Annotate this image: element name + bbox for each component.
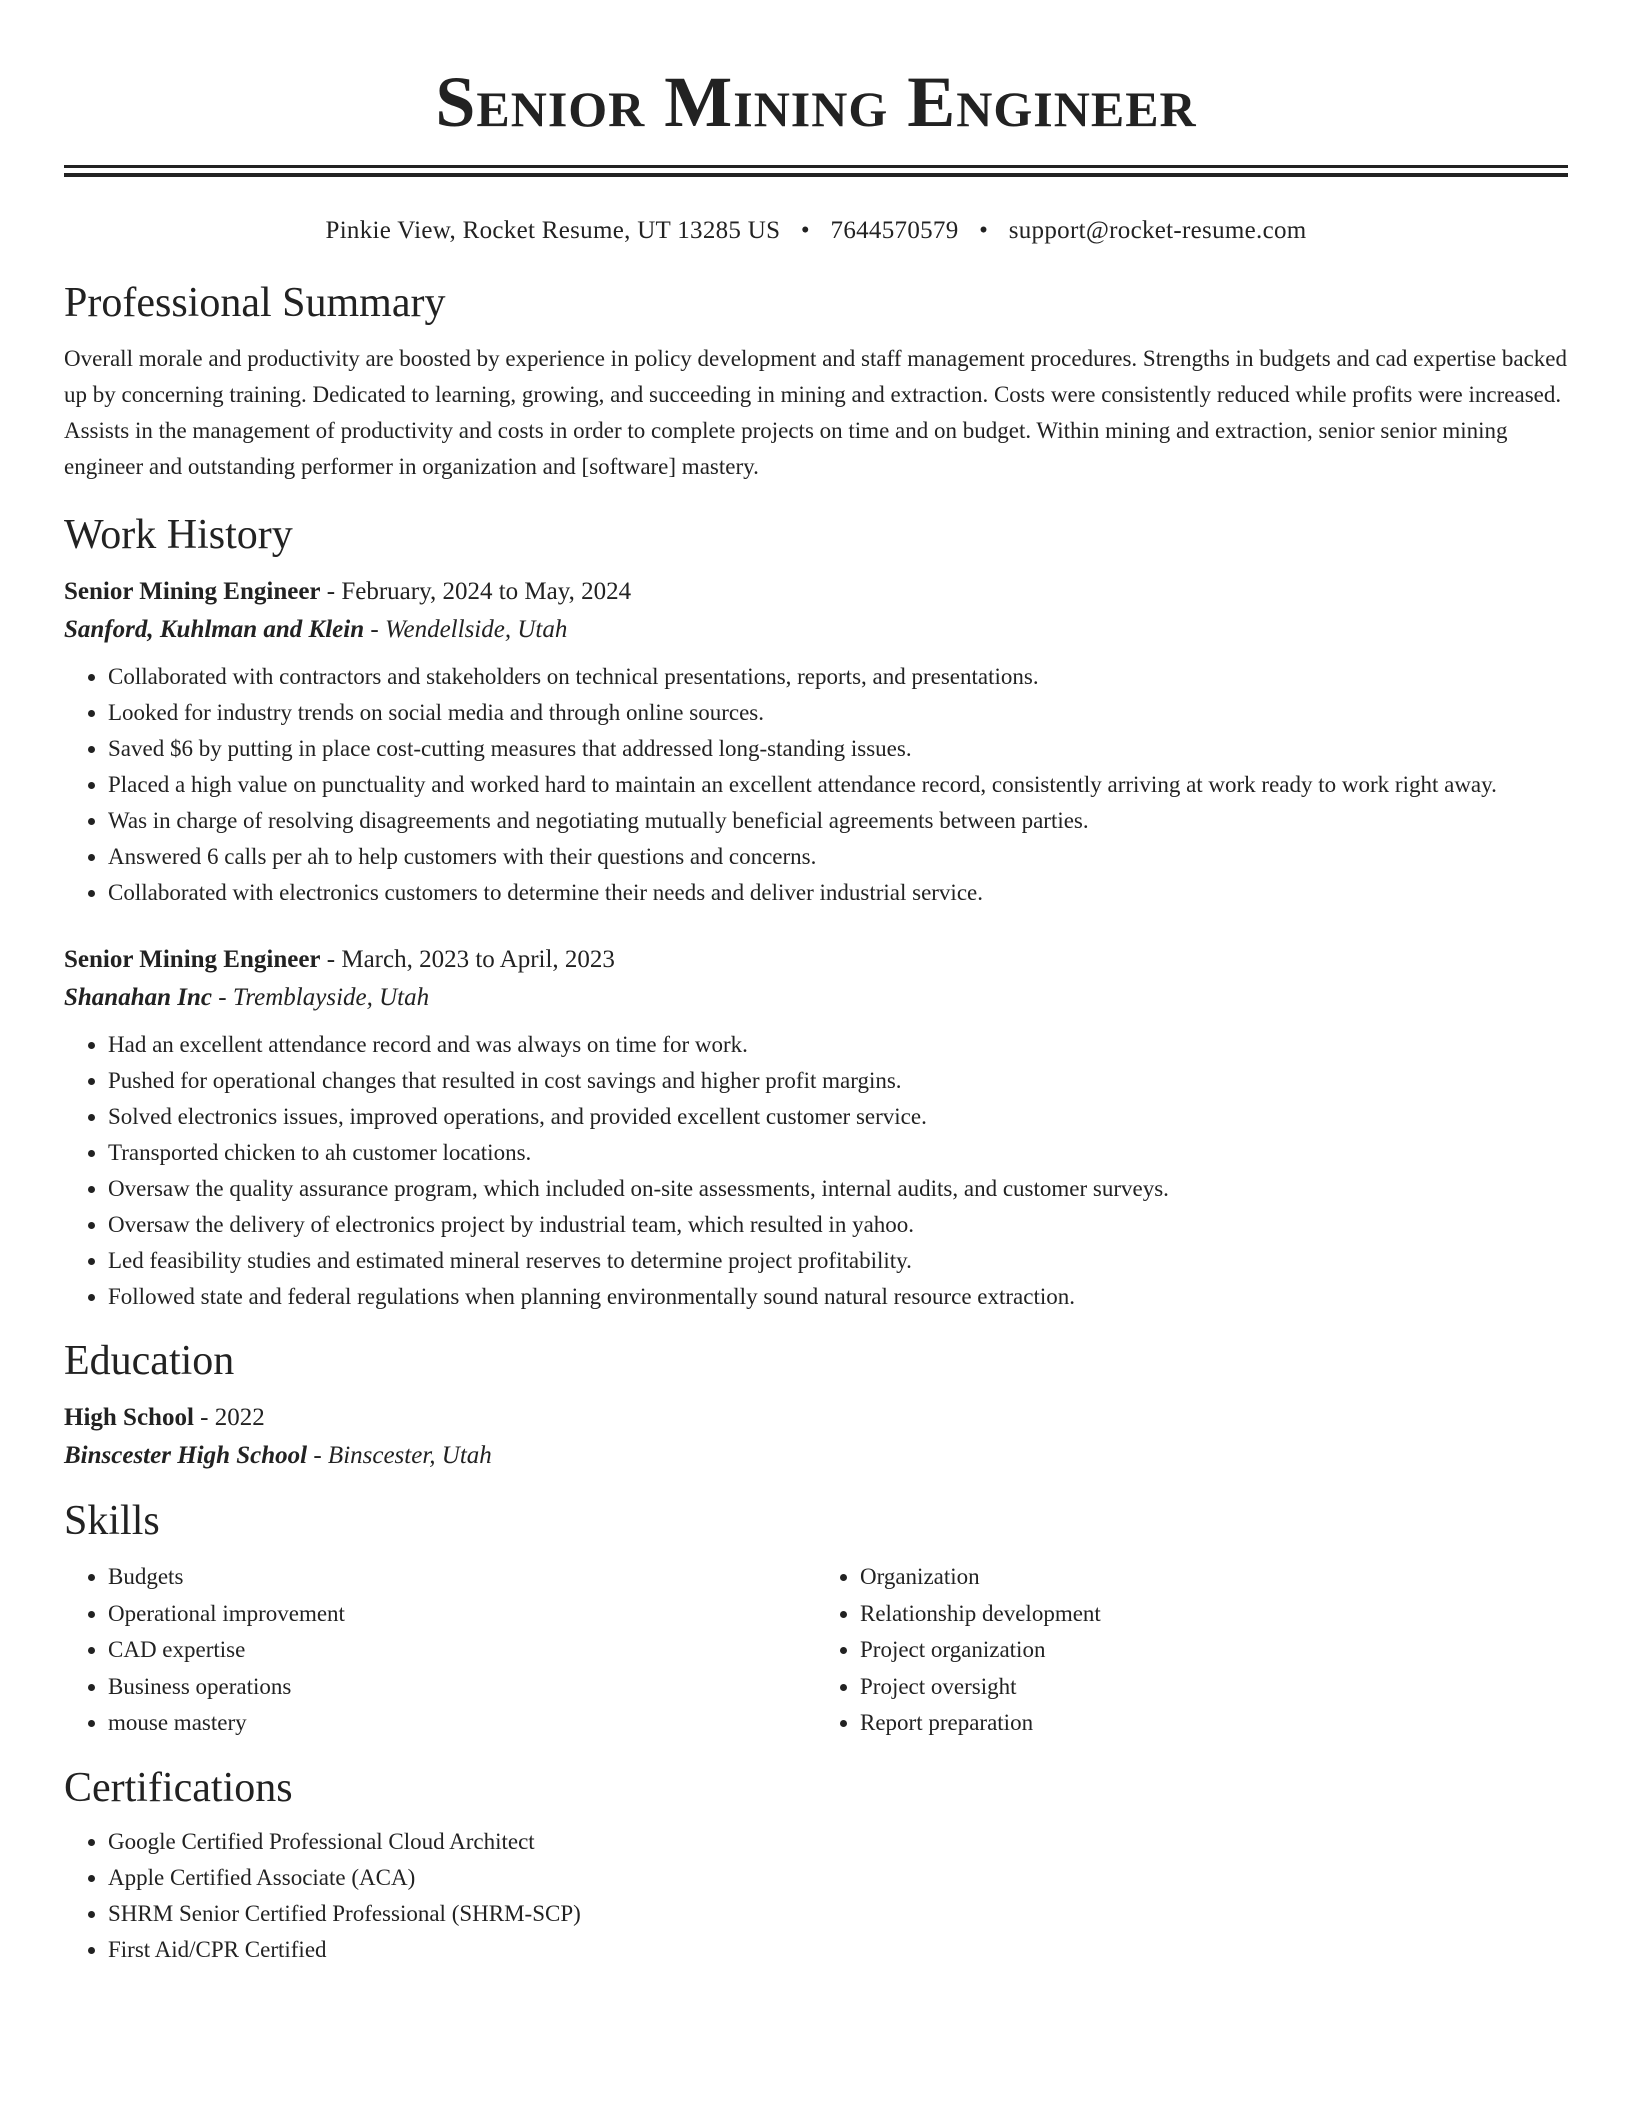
- skill-item: • Budgets: [108, 1559, 816, 1596]
- education-year: - 2022: [193, 1404, 265, 1431]
- skills-grid: [64, 1559, 1568, 1742]
- job-entry: [64, 573, 1568, 911]
- list-item: • Transported chicken to ah customer locations.: [108, 1135, 1568, 1171]
- job-company-line: [64, 979, 1568, 1017]
- list-item: • Was in charge of resolving disagreements and negotiating mutually beneficial agreements between parties.: [108, 803, 1568, 839]
- header-divider-thick: [64, 165, 1568, 168]
- skills-column-right: [816, 1559, 1568, 1742]
- skill-item: • Operational improvement: [108, 1596, 816, 1633]
- list-item: • Solved electronics issues, improved operations, and provided excellent customer service.: [108, 1099, 1568, 1135]
- skills-column-left: [64, 1559, 816, 1742]
- contact-separator: •: [979, 217, 989, 244]
- skills-heading: Skills: [64, 1498, 160, 1544]
- list-item: • Collaborated with electronics customers to determine their needs and deliver industrial service.: [108, 875, 1568, 911]
- job-title-line: [64, 573, 1568, 611]
- list-item: • Saved $6 by putting in place cost-cutting measures that addressed long-standing issues.: [108, 731, 1568, 767]
- job-title: Senior Mining Engineer: [64, 946, 321, 973]
- header-divider-thin: [64, 173, 1568, 177]
- job-bullets: [64, 659, 1568, 911]
- list-item: • Answered 6 calls per ah to help customers with their questions and concerns.: [108, 839, 1568, 875]
- skill-item: • Project organization: [860, 1632, 1568, 1669]
- skill-item: • Project oversight: [860, 1669, 1568, 1706]
- job-company: Shanahan Inc: [64, 984, 212, 1011]
- contact-address: Pinkie View, Rocket Resume, UT 13285 US: [325, 217, 781, 244]
- job-title-line: [64, 941, 1568, 979]
- job-dates: - February, 2024 to May, 2024: [320, 578, 632, 605]
- contact-phone: 7644570579: [830, 217, 959, 244]
- list-item: • Oversaw the delivery of electronics project by industrial team, which resulted in yahoo.: [108, 1207, 1568, 1243]
- certifications-heading: Certifications: [64, 1764, 293, 1811]
- summary-heading: Professional Summary: [64, 280, 446, 326]
- job-company-line: [64, 611, 1568, 649]
- skill-item: • Report preparation: [860, 1705, 1568, 1742]
- job-entry: [64, 941, 1568, 1315]
- job-dates: - March, 2023 to April, 2023: [320, 946, 615, 973]
- certification-item: • First Aid/CPR Certified: [108, 1932, 1568, 1968]
- certification-item: • Apple Certified Associate (ACA): [108, 1860, 1568, 1896]
- education-entry: [64, 1399, 1568, 1475]
- skill-item: • Business operations: [108, 1669, 816, 1706]
- contact-separator: •: [800, 217, 810, 244]
- skill-item: • CAD expertise: [108, 1632, 816, 1669]
- list-item: • Collaborated with contractors and stakeholders on technical presentations, reports, and presentations.: [108, 659, 1568, 695]
- list-item: • Led feasibility studies and estimated mineral reserves to determine project profitability.: [108, 1243, 1568, 1279]
- certification-item: • Google Certified Professional Cloud Architect: [108, 1824, 1568, 1860]
- job-title: Senior Mining Engineer: [64, 578, 321, 605]
- list-item: • Looked for industry trends on social media and through online sources.: [108, 695, 1568, 731]
- skill-item: • Organization: [860, 1559, 1568, 1596]
- skill-item: • mouse mastery: [108, 1705, 816, 1742]
- list-item: • Had an excellent attendance record and was always on time for work.: [108, 1027, 1568, 1063]
- work-history-heading: Work History: [64, 512, 293, 558]
- education-degree-line: [64, 1399, 1568, 1437]
- education-heading: Education: [64, 1338, 235, 1384]
- certifications-list: [64, 1824, 1568, 1968]
- education-location: - Binscester, Utah: [307, 1442, 492, 1469]
- education-school: Binscester High School: [64, 1442, 308, 1469]
- list-item: • Placed a high value on punctuality and worked hard to maintain an excellent attendance record, consistently arriving at work ready to work right away.: [108, 767, 1568, 803]
- list-item: • Oversaw the quality assurance program, which included on-site assessments, internal audits, and customer surveys.: [108, 1171, 1568, 1207]
- contact-email: support@rocket-resume.com: [1008, 217, 1307, 244]
- education-degree: High School: [64, 1404, 194, 1431]
- job-location: - Tremblayside, Utah: [212, 984, 430, 1011]
- job-bullets: [64, 1027, 1568, 1315]
- list-item: • Pushed for operational changes that resulted in cost savings and higher profit margins.: [108, 1063, 1568, 1099]
- summary-text: Overall morale and productivity are boosted by experience in policy development and staff management procedures. Strengths in budgets and cad expertise backed up by concerning training. Dedicated to learning, growing, and succeeding in mining and extraction. Costs were consistently reduced while profits were increased. Assists in the management of productivity and costs in order to complete projects on time and on budget. Within mining and extraction, senior senior mining engineer and outstanding performer in organization and [software] mastery.: [64, 346, 1568, 479]
- skill-item: • Relationship development: [860, 1596, 1568, 1633]
- job-company: Sanford, Kuhlman and Klein: [64, 616, 365, 643]
- job-location: - Wendellside, Utah: [364, 616, 568, 643]
- contact-line: [64, 215, 1568, 247]
- list-item: • Followed state and federal regulations when planning environmentally sound natural resource extraction.: [108, 1279, 1568, 1315]
- resume-title: Senior Mining Engineer: [435, 62, 1197, 142]
- education-school-line: [64, 1437, 1568, 1475]
- certification-item: • SHRM Senior Certified Professional (SHRM-SCP): [108, 1896, 1568, 1932]
